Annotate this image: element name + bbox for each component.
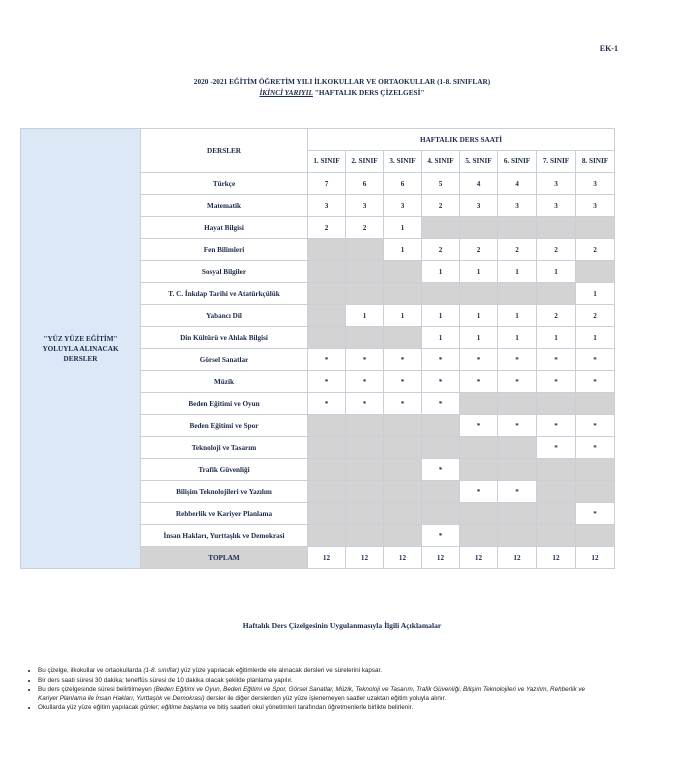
empty-cell — [384, 437, 422, 459]
hour-cell: 2 — [422, 239, 460, 261]
hour-cell: 3 — [308, 195, 346, 217]
hour-cell: * — [537, 415, 576, 437]
hour-cell: * — [460, 415, 498, 437]
empty-cell — [384, 261, 422, 283]
hour-cell: 2 — [537, 239, 576, 261]
subject-name: Hayat Bilgisi — [141, 217, 308, 239]
note-emphasis: (Beden Eğitimi ve Oyun, Beden Eğitimi ve Spor, Görsel Sanatlar, Müzik, Teknoloji ve Tasarım, Trafik Güvenliği, Bilişim Teknolojileri ve Yazılım, Rehberlik ve Kariyer Planlama ile İnsan Hakları, Yurttaşlık ve Demokrasi) — [38, 686, 586, 702]
grade-header-6: 6. SINIF — [498, 151, 537, 173]
total-cell: 12 — [537, 547, 576, 569]
grade-header-5: 5. SINIF — [460, 151, 498, 173]
grade-header-8: 8. SINIF — [576, 151, 615, 173]
hour-cell: * — [460, 481, 498, 503]
side-label — [21, 129, 141, 569]
hour-cell: * — [346, 393, 384, 415]
total-label: TOPLAM — [141, 547, 308, 569]
empty-cell — [346, 239, 384, 261]
note-emphasis: günler; eğitime başlama — [140, 704, 208, 712]
hour-cell: 2 — [422, 195, 460, 217]
note-item: • Bir ders saati süresi 30 dakika; teneffüs süresi de 10 dakika olacak şekilde planlama yapılır. — [38, 677, 598, 686]
hour-cell: * — [498, 415, 537, 437]
empty-cell — [346, 437, 384, 459]
empty-cell — [576, 459, 615, 481]
hour-cell: 6 — [346, 173, 384, 195]
empty-cell — [537, 459, 576, 481]
hour-cell: 1 — [498, 261, 537, 283]
empty-cell — [308, 305, 346, 327]
empty-cell — [498, 217, 537, 239]
hour-cell: 4 — [460, 173, 498, 195]
hour-cell: 1 — [460, 261, 498, 283]
hour-cell: * — [460, 349, 498, 371]
empty-cell — [384, 503, 422, 525]
document-subtitle — [0, 88, 684, 97]
hour-cell: * — [422, 349, 460, 371]
total-cell: 12 — [498, 547, 537, 569]
subject-name: Beden Eğitimi ve Oyun — [141, 393, 308, 415]
empty-cell — [308, 437, 346, 459]
subject-name: Teknoloji ve Tasarım — [141, 437, 308, 459]
grade-header-3: 3. SINIF — [384, 151, 422, 173]
empty-cell — [308, 283, 346, 305]
empty-cell — [576, 261, 615, 283]
empty-cell — [422, 217, 460, 239]
hour-cell: 2 — [537, 305, 576, 327]
hour-cell: 1 — [498, 305, 537, 327]
note-item: • Okullarda yüz yüze eğitim yapılacak günler; eğitime başlama ve bitiş saatleri okul yönetimleri tarafından öğretmenlerle birlikte belirlenir. — [38, 704, 598, 713]
empty-cell — [537, 481, 576, 503]
hour-cell: * — [576, 503, 615, 525]
page-code: EK-1 — [599, 44, 618, 53]
subject-name: Sosyal Bilgiler — [141, 261, 308, 283]
total-cell: 12 — [346, 547, 384, 569]
hour-cell: 3 — [537, 195, 576, 217]
hour-cell: * — [498, 349, 537, 371]
empty-cell — [346, 525, 384, 547]
side-label-text: "YÜZ YÜZE EĞİTİM" YOLUYLA ALINACAK DERSLER — [42, 334, 119, 363]
hour-cell: 1 — [384, 239, 422, 261]
hour-cell: 1 — [422, 305, 460, 327]
empty-cell — [308, 239, 346, 261]
hour-cell: 3 — [346, 195, 384, 217]
empty-cell — [460, 393, 498, 415]
hour-cell: 3 — [384, 195, 422, 217]
empty-cell — [460, 437, 498, 459]
hour-cell: 1 — [384, 217, 422, 239]
empty-cell — [498, 283, 537, 305]
subject-name: Yabancı Dil — [141, 305, 308, 327]
note-item: • Bu ders çizelgesinde süresi belirtilmeyen (Beden Eğitimi ve Oyun, Beden Eğitimi ve Spor, Görsel Sanatlar, Müzik, Teknoloji ve Tasarım, Trafik Güvenliği, Bilişim Teknolojileri ve Yazılım, Rehberlik ve Kariyer Planlama ile İnsan Hakları, Yurttaşlık ve Demokrasi) dersler ile diğer derslerden yüz yüze işlenemeyen saatler uzaktan eğitim yoluyla alınır. — [38, 686, 598, 703]
empty-cell — [498, 393, 537, 415]
hour-cell: * — [537, 371, 576, 393]
hour-cell: 1 — [346, 305, 384, 327]
hour-cell: * — [308, 371, 346, 393]
empty-cell — [346, 503, 384, 525]
empty-cell — [308, 459, 346, 481]
empty-cell — [308, 503, 346, 525]
hour-cell: * — [422, 393, 460, 415]
total-cell: 12 — [308, 547, 346, 569]
hour-cell: * — [537, 437, 576, 459]
weekly-schedule-table — [20, 128, 615, 569]
hour-cell: 1 — [576, 327, 615, 349]
hour-cell: 2 — [460, 239, 498, 261]
empty-cell — [346, 415, 384, 437]
empty-cell — [422, 481, 460, 503]
weekly-hours-header: HAFTALIK DERS SAATİ — [308, 129, 615, 151]
grade-header-1: 1. SINIF — [308, 151, 346, 173]
empty-cell — [537, 503, 576, 525]
hour-cell: * — [308, 393, 346, 415]
subjects-header: DERSLER — [141, 129, 308, 173]
empty-cell — [460, 283, 498, 305]
hour-cell: 1 — [422, 261, 460, 283]
empty-cell — [308, 327, 346, 349]
subject-name: Matematik — [141, 195, 308, 217]
empty-cell — [308, 415, 346, 437]
hour-cell: 1 — [460, 327, 498, 349]
hour-cell: * — [384, 371, 422, 393]
hour-cell: 2 — [498, 239, 537, 261]
subject-name: Fen Bilimleri — [141, 239, 308, 261]
hour-cell: 1 — [384, 305, 422, 327]
empty-cell — [498, 459, 537, 481]
subject-name: İnsan Hakları, Yurttaşlık ve Demokrasi — [141, 525, 308, 547]
hour-cell: 3 — [498, 195, 537, 217]
hour-cell: 2 — [308, 217, 346, 239]
grade-header-2: 2. SINIF — [346, 151, 384, 173]
empty-cell — [576, 217, 615, 239]
empty-cell — [498, 437, 537, 459]
empty-cell — [576, 481, 615, 503]
empty-cell — [460, 459, 498, 481]
hour-cell: 3 — [576, 195, 615, 217]
empty-cell — [308, 261, 346, 283]
grade-header-7: 7. SINIF — [537, 151, 576, 173]
semester-label: İKİNCİ YARIYIL — [259, 88, 313, 97]
hour-cell: * — [346, 371, 384, 393]
hour-cell: * — [576, 349, 615, 371]
subject-name: Trafik Güvenliği — [141, 459, 308, 481]
hour-cell: 1 — [498, 327, 537, 349]
hour-cell: 5 — [422, 173, 460, 195]
empty-cell — [346, 459, 384, 481]
empty-cell — [308, 525, 346, 547]
note-emphasis: (1-8. sınıflar) — [143, 667, 180, 674]
hour-cell: * — [422, 371, 460, 393]
hour-cell: * — [537, 349, 576, 371]
hour-cell: * — [384, 393, 422, 415]
total-cell: 12 — [384, 547, 422, 569]
hour-cell: * — [498, 481, 537, 503]
empty-cell — [537, 525, 576, 547]
empty-cell — [384, 481, 422, 503]
empty-cell — [498, 525, 537, 547]
hour-cell: 1 — [460, 305, 498, 327]
total-cell: 12 — [460, 547, 498, 569]
empty-cell — [384, 327, 422, 349]
empty-cell — [537, 393, 576, 415]
empty-cell — [498, 503, 537, 525]
subject-name: Bilişim Teknolojileri ve Yazılım — [141, 481, 308, 503]
empty-cell — [460, 503, 498, 525]
empty-cell — [460, 525, 498, 547]
empty-cell — [576, 525, 615, 547]
subject-name: Rehberlik ve Kariyer Planlama — [141, 503, 308, 525]
empty-cell — [384, 459, 422, 481]
empty-cell — [346, 261, 384, 283]
hour-cell: 2 — [576, 305, 615, 327]
subject-name: Müzik — [141, 371, 308, 393]
empty-cell — [537, 283, 576, 305]
empty-cell — [308, 481, 346, 503]
note-item: • Bu çizelge, ilkokullar ve ortaokullarda (1-8. sınıflar) yüz yüze yapılacak eğitimlerde ele alınacak dersleri ve sürelerini kapsar. — [38, 667, 598, 676]
hour-cell: * — [460, 371, 498, 393]
hour-cell: 4 — [498, 173, 537, 195]
hour-cell: * — [576, 437, 615, 459]
hour-cell: * — [498, 371, 537, 393]
notes-list — [22, 667, 598, 714]
hour-cell: 1 — [537, 261, 576, 283]
hour-cell: 3 — [576, 173, 615, 195]
hour-cell: * — [384, 349, 422, 371]
subject-name: Görsel Sanatlar — [141, 349, 308, 371]
notes-title: Haftalık Ders Çizelgesinin Uygulanmasıyla İlgili Açıklamalar — [242, 621, 442, 630]
hour-cell: 2 — [576, 239, 615, 261]
subject-name: T. C. İnkılap Tarihi ve Atatürkçülük — [141, 283, 308, 305]
hour-cell: 1 — [422, 327, 460, 349]
hour-cell: 3 — [537, 173, 576, 195]
hour-cell: * — [576, 371, 615, 393]
empty-cell — [384, 525, 422, 547]
empty-cell — [460, 217, 498, 239]
hour-cell: 1 — [537, 327, 576, 349]
empty-cell — [422, 283, 460, 305]
empty-cell — [346, 327, 384, 349]
empty-cell — [422, 503, 460, 525]
empty-cell — [422, 415, 460, 437]
hour-cell: * — [422, 525, 460, 547]
empty-cell — [422, 437, 460, 459]
document-title: 2020 -2021 EĞİTİM ÖĞRETİM YILI İLKOKULLAR VE ORTAOKULLAR (1-8. SINIFLAR) — [193, 77, 491, 86]
empty-cell — [384, 283, 422, 305]
hour-cell: 6 — [384, 173, 422, 195]
hour-cell: 3 — [460, 195, 498, 217]
subject-name: Beden Eğitimi ve Spor — [141, 415, 308, 437]
schedule-title: "HAFTALIK DERS ÇİZELGESİ" — [314, 88, 425, 97]
hour-cell: * — [346, 349, 384, 371]
empty-cell — [537, 217, 576, 239]
grade-header-4: 4. SINIF — [422, 151, 460, 173]
hour-cell: * — [308, 349, 346, 371]
subject-name: Türkçe — [141, 173, 308, 195]
empty-cell — [346, 481, 384, 503]
subject-name: Din Kültürü ve Ahlak Bilgisi — [141, 327, 308, 349]
total-cell: 12 — [422, 547, 460, 569]
hour-cell: * — [576, 415, 615, 437]
hour-cell: 7 — [308, 173, 346, 195]
empty-cell — [576, 393, 615, 415]
empty-cell — [346, 283, 384, 305]
hour-cell: 2 — [346, 217, 384, 239]
hour-cell: * — [422, 459, 460, 481]
empty-cell — [384, 415, 422, 437]
hour-cell: 1 — [576, 283, 615, 305]
total-cell: 12 — [576, 547, 615, 569]
